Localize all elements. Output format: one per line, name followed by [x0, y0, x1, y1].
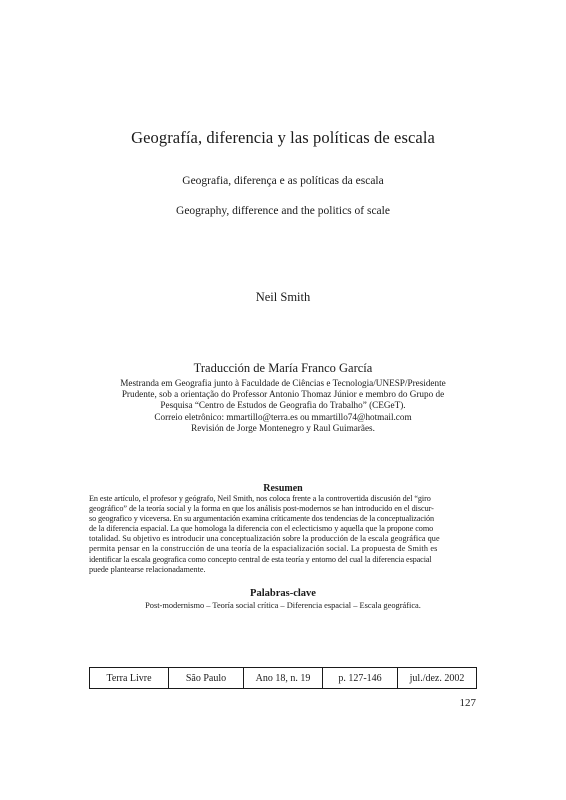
keywords-list: Post-modernismo – Teoría social crítica – Diferencia espacial – Escala geográfica. — [145, 601, 421, 610]
abstract-line: geográfico” de la teoría social y la forma en que los análisis post-modernos se han introducido en el discur- — [89, 504, 434, 514]
subtitle-english: Geography, difference and the politics of scale — [176, 205, 390, 217]
abstract-heading: Resumen — [263, 483, 303, 494]
abstract-line: puede plantearse relacionadamente. — [89, 564, 206, 574]
paper-title: Geografía, diferencia y las políticas de escala — [131, 128, 435, 147]
citation-date: jul./dez. 2002 — [398, 668, 477, 689]
translator-credits — [90, 378, 476, 434]
citation-volume: Ano 18, n. 19 — [244, 668, 323, 689]
credits-line: Mestranda em Geografia junto à Faculdade de Ciências e Tecnologia/UNESP/Presidente — [120, 378, 446, 388]
keywords-heading: Palabras-clave — [250, 588, 316, 599]
citation-city: São Paulo — [169, 668, 244, 689]
credits-line: Pesquisa “Centro de Estudos de Geografia do Trabalho” (CEGeT). — [160, 400, 406, 411]
citation-table — [89, 667, 477, 689]
subtitle-portuguese: Geografia, diferença e as políticas da escala — [182, 175, 384, 187]
author-name: Neil Smith — [255, 290, 311, 304]
abstract-line: identificar la escala geografica como concepto central de esta teoría y entorno del cual la diferencia espacial — [89, 554, 432, 564]
translator-line: Traducción de María Franco García — [193, 361, 373, 375]
abstract-line: En este artículo, el profesor y geógrafo, Neil Smith, nos coloca frente a la controvertida discusión del “giro — [89, 494, 431, 503]
credits-line: Revisión de Jorge Montenegro y Raul Guimarães. — [191, 422, 375, 433]
credits-email-line: Correio eletrônico: mmartillo@terra.es ou mmartillo74@hotmail.com — [154, 411, 412, 422]
abstract-line: de la diferencia espacial. La que homologa la diferencia con el eclecticismo y aquella que la propone como — [89, 524, 434, 534]
citation-row — [90, 668, 477, 689]
page-number: 127 — [459, 697, 476, 709]
abstract-line: so geografico y viceversa. En su argumentación examina críticamente dos tendencias de la conceptualización — [89, 514, 434, 524]
citation-journal: Terra Livre — [90, 668, 169, 689]
credits-line: Prudente, sob a orientação do Professor Antonio Thomaz Júnior e membro do Grupo de — [121, 389, 445, 400]
abstract-line: permita pensar en la construcción de una teoría de la espacialización social. La propuesta de Smith es — [89, 544, 438, 554]
abstract-line: totalidad. Su objetivo es introducir una conceptualización sobre la producción de la escala geográfica que — [89, 534, 440, 544]
citation-pages: p. 127-146 — [323, 668, 398, 689]
abstract-body — [89, 494, 477, 575]
